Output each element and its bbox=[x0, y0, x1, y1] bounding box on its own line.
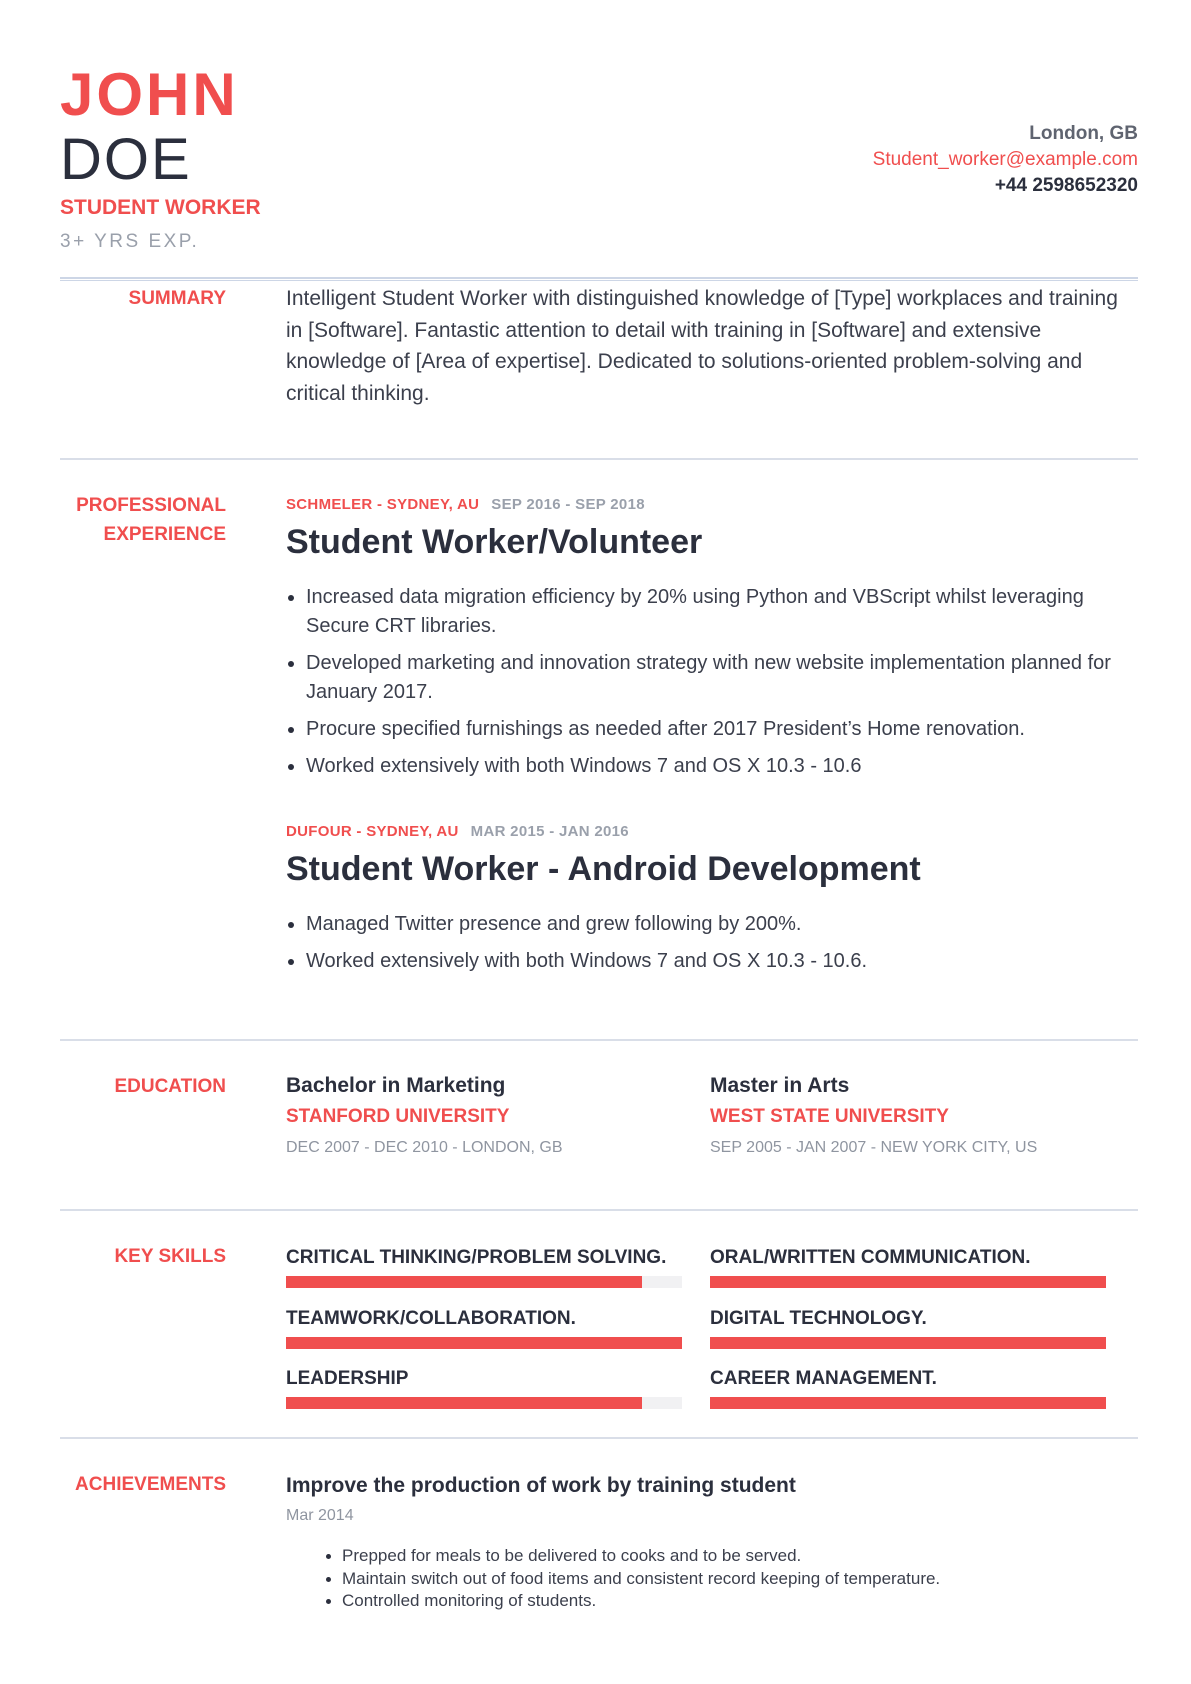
skill-bar-track bbox=[710, 1276, 1106, 1288]
achievement-bullet-list bbox=[326, 1545, 1138, 1613]
skill-bar-track bbox=[710, 1337, 1106, 1349]
section-divider bbox=[60, 1039, 1138, 1041]
resume-page bbox=[60, 0, 1138, 1684]
education-degree: Master in Arts bbox=[710, 1074, 850, 1097]
job-bullet: Worked extensively with both Windows 7 and OS X 10.3 - 10.6 bbox=[286, 752, 1138, 781]
education-section bbox=[286, 1071, 1138, 1161]
contact-email-link[interactable]: Student_worker@example.com bbox=[872, 149, 1138, 170]
skill-name: LEADERSHIP bbox=[286, 1368, 409, 1389]
job-role: Student Worker - Android Development bbox=[286, 850, 921, 888]
contact-location: London, GB bbox=[1029, 123, 1138, 144]
first-name: JOHN bbox=[60, 61, 239, 128]
summary-label: SUMMARY bbox=[128, 288, 226, 309]
last-name: DOE bbox=[60, 127, 192, 192]
achievement-title: Improve the production of work by training student bbox=[286, 1474, 796, 1497]
skill-item bbox=[710, 1366, 1106, 1409]
job-bullet: Procure specified furnishings as needed after 2017 President’s Home renovation. bbox=[286, 715, 1138, 744]
education-item bbox=[286, 1071, 686, 1161]
skill-item bbox=[286, 1366, 682, 1409]
section-divider bbox=[60, 1209, 1138, 1211]
skill-bar-track bbox=[286, 1276, 682, 1288]
skill-item bbox=[286, 1306, 682, 1349]
skill-bar-track bbox=[286, 1397, 682, 1409]
job-meta bbox=[286, 496, 1138, 513]
skill-item bbox=[710, 1306, 1106, 1349]
achievement-bullet: Prepped for meals to be delivered to cooks and to be served. bbox=[326, 1545, 1138, 1568]
achievements-section bbox=[286, 1471, 1138, 1613]
skill-name: TEAMWORK/COLLABORATION. bbox=[286, 1308, 576, 1329]
education-item bbox=[710, 1071, 1110, 1161]
skill-name: CAREER MANAGEMENT. bbox=[710, 1368, 937, 1389]
skill-bar-fill bbox=[286, 1397, 642, 1409]
education-meta: SEP 2005 - JAN 2007 - NEW YORK CITY, US bbox=[710, 1139, 1038, 1156]
education-school: STANFORD UNIVERSITY bbox=[286, 1106, 510, 1127]
education-school: WEST STATE UNIVERSITY bbox=[710, 1106, 949, 1127]
skill-item bbox=[286, 1245, 682, 1288]
education-meta: DEC 2007 - DEC 2010 - LONDON, GB bbox=[286, 1139, 563, 1156]
experience-label-line1: PROFESSIONAL bbox=[76, 495, 226, 516]
skills-label: KEY SKILLS bbox=[114, 1246, 226, 1267]
skill-name: DIGITAL TECHNOLOGY. bbox=[710, 1308, 927, 1329]
job-entry bbox=[286, 823, 1138, 984]
section-divider bbox=[60, 1437, 1138, 1439]
education-degree: Bachelor in Marketing bbox=[286, 1074, 506, 1097]
experience-label-line2: EXPERIENCE bbox=[103, 524, 226, 545]
job-bullet: Increased data migration efficiency by 20% using Python and VBScript whilst leveraging Secure CRT libraries. bbox=[286, 583, 1138, 641]
job-company: SCHMELER - SYDNEY, AU bbox=[286, 496, 480, 513]
contact-phone: +44 2598652320 bbox=[994, 175, 1138, 196]
skill-bar-fill bbox=[710, 1397, 1106, 1409]
job-role: Student Worker/Volunteer bbox=[286, 523, 703, 561]
job-bullet: Managed Twitter presence and grew following by 200%. bbox=[286, 910, 1138, 939]
skills-section bbox=[286, 1245, 1138, 1415]
job-entry bbox=[286, 496, 1138, 789]
skill-name: CRITICAL THINKING/PROBLEM SOLVING. bbox=[286, 1247, 667, 1268]
job-company: DUFOUR - SYDNEY, AU bbox=[286, 823, 459, 840]
job-bullet: Developed marketing and innovation strategy with new website implementation planned for January 2017. bbox=[286, 649, 1138, 707]
education-label: EDUCATION bbox=[114, 1076, 226, 1097]
job-title: STUDENT WORKER bbox=[60, 196, 261, 219]
job-bullet-list bbox=[286, 910, 1138, 976]
section-divider bbox=[60, 458, 1138, 460]
skill-bar-track bbox=[710, 1397, 1106, 1409]
job-dates: MAR 2015 - JAN 2016 bbox=[470, 823, 629, 840]
experience-label bbox=[60, 491, 226, 549]
skill-bar-fill bbox=[286, 1337, 682, 1349]
skill-bar-fill bbox=[710, 1276, 1106, 1288]
contact-block bbox=[873, 121, 1138, 199]
job-bullet-list bbox=[286, 583, 1138, 781]
skill-bar-fill bbox=[286, 1276, 642, 1288]
achievement-bullet: Maintain switch out of food items and consistent record keeping of temperature. bbox=[326, 1568, 1138, 1591]
summary-section bbox=[286, 283, 1138, 409]
job-bullet: Worked extensively with both Windows 7 and OS X 10.3 - 10.6. bbox=[286, 947, 1138, 976]
skill-name: ORAL/WRITTEN COMMUNICATION. bbox=[710, 1247, 1031, 1268]
achievement-date: Mar 2014 bbox=[286, 1507, 354, 1524]
achievement-bullet: Controlled monitoring of students. bbox=[326, 1590, 1138, 1613]
experience-years: 3+ YRS EXP. bbox=[60, 231, 200, 252]
skill-bar-fill bbox=[710, 1337, 1106, 1349]
resume-header bbox=[60, 0, 1138, 280]
header-divider bbox=[60, 277, 1138, 281]
summary-text: Intelligent Student Worker with distinguished knowledge of [Type] workplaces and training in [Software]. Fantastic attention to detail with training in [Software] and extensive knowledge of [Area of expertise]. Dedicated to solutions-oriented problem-solving and critical thinking. bbox=[286, 287, 1118, 405]
achievements-label: ACHIEVEMENTS bbox=[75, 1474, 226, 1495]
job-meta bbox=[286, 823, 1138, 840]
job-dates: SEP 2016 - SEP 2018 bbox=[491, 496, 645, 513]
skill-bar-track bbox=[286, 1337, 682, 1349]
skill-item bbox=[710, 1245, 1106, 1288]
